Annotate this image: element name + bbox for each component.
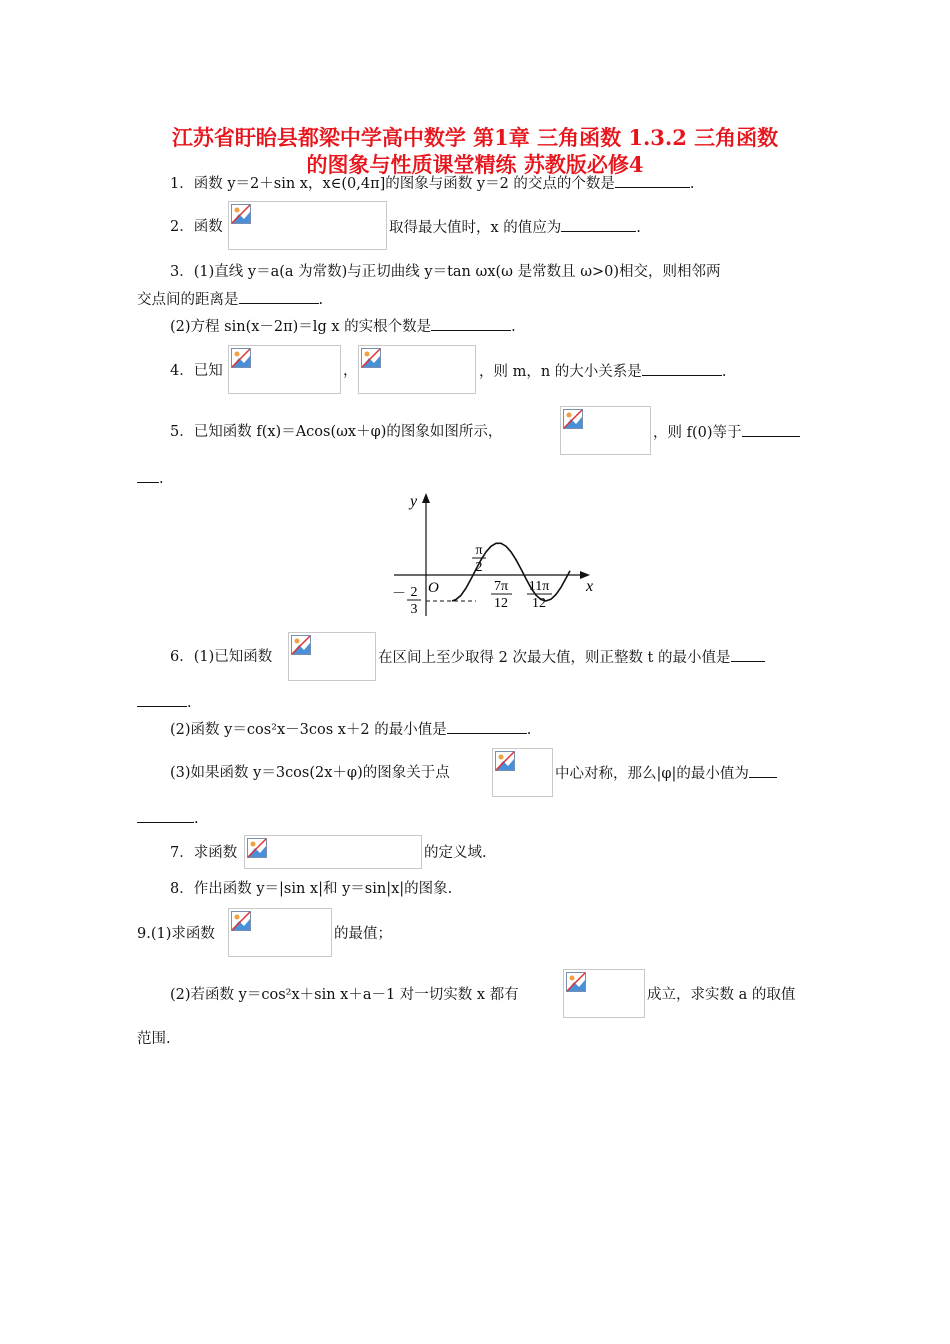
x-axis-label: x bbox=[586, 578, 594, 595]
question-9-suffix: 的最值； bbox=[334, 926, 392, 942]
question-3-line-1: 3．(1)直线 y＝a(a 为常数)与正切曲线 y＝tan ωx(ω 是常数且 ω>0)相交，则相邻两 bbox=[170, 264, 721, 280]
title-line-2: 的图象与性质课堂精练 苏教版必修4 bbox=[306, 152, 644, 177]
broken-image-icon bbox=[495, 751, 515, 771]
formula-image-placeholder bbox=[560, 406, 651, 455]
question-6-part-3-suffix: 中心对称，那么|φ|的最小值为 bbox=[555, 763, 777, 784]
broken-image-icon bbox=[563, 409, 583, 429]
formula-image-placeholder bbox=[492, 748, 553, 797]
neg-two-thirds-sign: － bbox=[392, 587, 406, 602]
answer-blank bbox=[447, 719, 527, 734]
document-title bbox=[120, 124, 830, 178]
title-line-1: 江苏省盱眙县都梁中学高中数学 第1章 三角函数 1.3.2 三角函数 bbox=[171, 125, 779, 150]
tick-pi-over-2-denominator: 2 bbox=[475, 560, 483, 575]
question-4-prefix: 4．已知 bbox=[170, 363, 223, 379]
broken-image-icon bbox=[231, 348, 251, 368]
answer-blank bbox=[742, 422, 800, 437]
broken-image-icon bbox=[231, 204, 251, 224]
question-4-separator: ， bbox=[343, 363, 358, 379]
question-2-suffix: 取得最大值时，x 的值应为 . bbox=[389, 217, 641, 238]
question-5-suffix: ，则 f(0)等于 bbox=[653, 422, 800, 443]
question-6-prefix: 6．(1)已知函数 bbox=[170, 649, 273, 665]
answer-blank bbox=[749, 763, 777, 778]
formula-image-placeholder bbox=[228, 201, 387, 250]
question-6-part-3-prefix: (3)如果函数 y＝3cos(2x＋φ)的图象关于点 bbox=[170, 765, 450, 781]
broken-image-icon bbox=[247, 838, 267, 858]
question-5-continuation: . bbox=[137, 468, 164, 489]
formula-image-placeholder bbox=[563, 969, 645, 1018]
question-4-suffix: ，则 m，n 的大小关系是 . bbox=[479, 361, 726, 382]
broken-image-icon bbox=[566, 972, 586, 992]
question-3-line-3: (2)方程 sin(x－2π)＝lg x 的实根个数是 . bbox=[170, 316, 516, 337]
answer-blank bbox=[561, 217, 636, 232]
formula-image-placeholder bbox=[228, 908, 332, 957]
broken-image-icon bbox=[361, 348, 381, 368]
formula-image-placeholder bbox=[288, 632, 376, 681]
answer-blank bbox=[239, 289, 319, 304]
neg-two-thirds-denominator: 3 bbox=[410, 602, 418, 617]
question-9-part-2-suffix: 成立，求实数 a 的取值 bbox=[647, 987, 796, 1003]
question-5-prefix: 5．已知函数 f(x)＝Acos(ωx＋φ)的图象如图所示， bbox=[170, 424, 503, 440]
question-6-suffix: 在区间上至少取得 2 次最大值，则正整数 t 的最小值是 bbox=[378, 647, 765, 668]
answer-blank bbox=[731, 647, 765, 662]
question-9-prefix: 9.(1)求函数 bbox=[137, 926, 215, 942]
question-8: 8．作出函数 y＝|sin x|和 y＝sin|x|的图象. bbox=[170, 881, 453, 897]
neg-two-thirds-numerator: 2 bbox=[410, 585, 418, 600]
question-1: 1．函数 y＝2＋sin x，x∈(0,4π]的图象与函数 y＝2 的交点的个数是 . bbox=[170, 173, 695, 194]
answer-blank bbox=[642, 361, 722, 376]
question-7-suffix: 的定义域. bbox=[424, 845, 487, 861]
question-7-prefix: 7．求函数 bbox=[170, 845, 238, 861]
question-6-part-3-continuation: . bbox=[137, 808, 199, 829]
tick-11pi-12-denominator: 12 bbox=[532, 596, 546, 611]
series-line bbox=[452, 543, 570, 601]
broken-image-icon bbox=[291, 635, 311, 655]
question-3-line-2: 交点间的距离是 . bbox=[137, 289, 323, 310]
answer-blank bbox=[615, 173, 690, 188]
question-6-part-2: (2)函数 y＝cos²x－3cos x＋2 的最小值是 . bbox=[170, 719, 531, 740]
tick-pi-over-2-numerator: π bbox=[475, 543, 483, 558]
answer-blank bbox=[137, 808, 194, 823]
y-axis-label: y bbox=[410, 493, 418, 510]
origin-label: O bbox=[428, 580, 439, 596]
answer-blank bbox=[431, 316, 511, 331]
answer-blank bbox=[137, 468, 159, 483]
tick-7pi-12-denominator: 12 bbox=[494, 596, 508, 611]
formula-image-placeholder bbox=[358, 345, 476, 394]
formula-image-placeholder bbox=[244, 835, 422, 869]
formula-image-placeholder bbox=[228, 345, 341, 394]
cosine-graph bbox=[390, 488, 600, 620]
y-axis-arrow bbox=[422, 493, 430, 503]
answer-blank bbox=[137, 692, 187, 707]
tick-11pi-12-numerator: 11π bbox=[528, 579, 550, 594]
broken-image-icon bbox=[231, 911, 251, 931]
question-2-prefix: 2．函数 bbox=[170, 219, 223, 235]
question-9-part-2-continuation: 范围. bbox=[137, 1031, 171, 1047]
question-6-continuation: . bbox=[137, 692, 192, 713]
question-9-part-2-prefix: (2)若函数 y＝cos²x＋sin x＋a－1 对一切实数 x 都有 bbox=[170, 987, 519, 1003]
tick-7pi-12-numerator: 7π bbox=[493, 579, 509, 594]
